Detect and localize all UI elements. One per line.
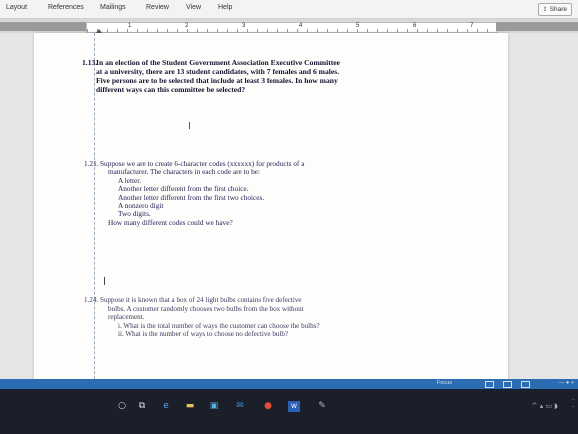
ruler-left-margin [0, 22, 86, 31]
ruler-number: 4 [299, 23, 303, 29]
tab-references[interactable]: References [48, 4, 84, 11]
text-line: different ways can this committee be selected? [96, 85, 246, 94]
status-bar [0, 379, 578, 389]
list-item: A nonzero digit [118, 201, 164, 211]
question-1-13 [82, 58, 466, 94]
ruler-number: 1 [128, 23, 132, 29]
pen-icon[interactable]: ✎ [318, 401, 326, 411]
text-line: Suppose it is known that a box of 24 light bulbs contains five defective [100, 296, 302, 304]
share-label: Share [549, 6, 567, 13]
tab-mailings[interactable]: Mailings [100, 4, 126, 11]
text-line: bulbs. A customer randomly chooses two bulbs from the box without [108, 304, 304, 313]
question-number: 1.13. [82, 58, 98, 67]
text-line: How many different codes could we have? [108, 217, 233, 227]
question-1-21 [84, 159, 470, 227]
list-item: A letter. [118, 175, 142, 185]
list-item: Two digits. [118, 209, 151, 219]
text-line: Five persons are to be selected that include at least 3 females. In how many [96, 76, 338, 85]
text-line: at a university, there are 13 student candidates, with 7 females and 6 males. [96, 67, 340, 76]
list-item: i. What is the total number of ways the customer can choose the bulbs? [118, 321, 320, 330]
ruler-number: 7 [470, 23, 474, 29]
text-line: In an election of the Student Government Association Executive Committee [96, 58, 341, 67]
store-icon[interactable]: ▣ [209, 401, 219, 411]
focus-button[interactable]: Focus [437, 380, 452, 386]
chrome-icon[interactable]: ● [264, 401, 272, 411]
insertion-point [104, 277, 105, 285]
list-item: ii. What is the number of ways to choose no defective bulb? [118, 330, 289, 339]
edge-browser-icon[interactable]: e [163, 401, 169, 411]
tab-view[interactable]: View [186, 4, 202, 11]
tab-review[interactable]: Review [146, 4, 169, 11]
list-item: Another letter different from the first choice. [118, 184, 249, 194]
list-item: Another letter different from the first two choices. [118, 192, 265, 202]
document-page[interactable] [34, 33, 508, 389]
tab-help[interactable]: Help [218, 4, 233, 11]
word-icon[interactable]: W [288, 401, 300, 412]
ruler-right-margin [496, 22, 578, 31]
text-line: replacement. [108, 313, 145, 322]
text-line: manufacturer. The characters in each code are to be: [108, 167, 261, 177]
share-icon: ⇪ [542, 7, 548, 13]
ruler-strip[interactable] [86, 22, 498, 33]
clock[interactable] [572, 397, 575, 411]
read-mode-icon[interactable] [485, 381, 494, 388]
task-view-icon[interactable]: ⧉ [138, 401, 146, 411]
ruler-number: 6 [413, 23, 417, 29]
file-explorer-icon[interactable]: ▬ [185, 401, 195, 411]
clock-dots: ·· ·· [571, 397, 575, 410]
web-layout-icon[interactable] [521, 381, 530, 388]
search-icon[interactable]: ○ [118, 401, 126, 411]
question-number: 1.24. [84, 296, 99, 304]
mail-icon[interactable]: ✉ [236, 401, 244, 411]
system-tray-icons[interactable]: ^ ▴ ▭ ◗ [531, 402, 558, 410]
horizontal-ruler[interactable] [0, 19, 578, 33]
share-button[interactable] [538, 3, 572, 16]
ruler-number: 5 [356, 23, 360, 29]
i-beam-cursor-icon: I [188, 121, 191, 132]
question-number: 1.21. [84, 159, 99, 168]
taskbar [0, 389, 578, 434]
question-1-24 [84, 296, 470, 339]
ruler-number: 3 [242, 23, 246, 29]
ribbon-tab-bar [0, 0, 578, 19]
zoom-slider[interactable]: — ● + [558, 380, 574, 386]
tab-layout[interactable]: Layout [6, 4, 28, 11]
print-layout-icon[interactable] [503, 381, 512, 388]
ruler-number: 2 [185, 23, 189, 29]
text-line: Suppose we are to create 6-character codes (xxxxxx) for products of a [100, 159, 305, 168]
